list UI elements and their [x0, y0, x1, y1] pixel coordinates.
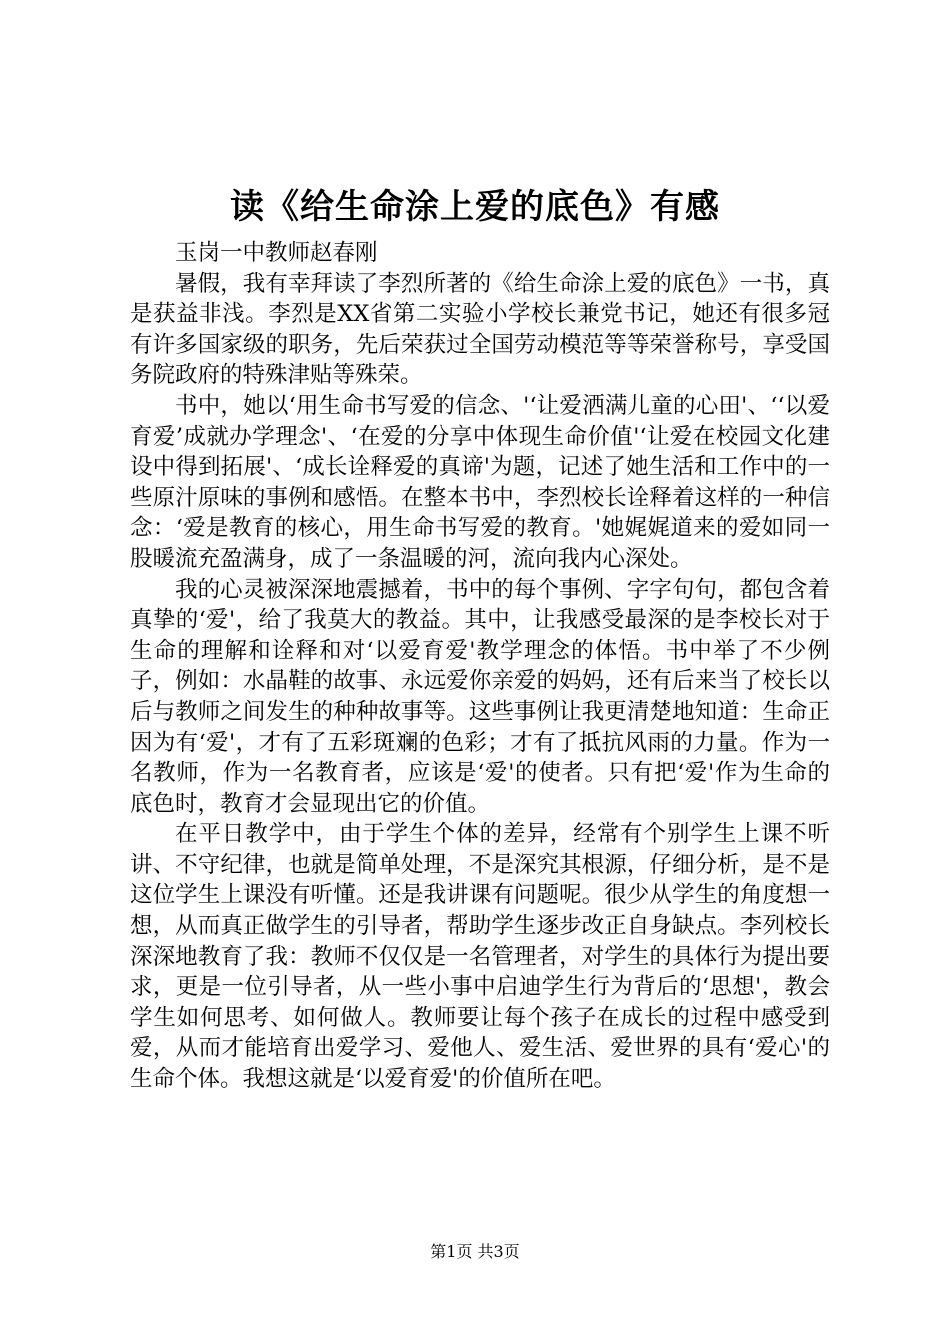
paragraph-3: 我的心灵被深深地震撼着，书中的每个事例、字字句句，都包含着真挚的‘爱'，给了我莫大的教益。其中，让我感受最深的是李校长对于生命的理解和诠释和对‘以爱育爱'教学理念的体悟。书中举了不少例子，例如：水晶鞋的故事、永远爱你亲爱的妈妈，还有后来当了校长以后与教师之间发生的种种故事等。这些事例让我更清楚地知道：生命正因为有‘爱'，才有了五彩斑斓的色彩；才有了抵抗风雨的力量。作为一名教师，作为一名教育者，应该是‘爱'的使者。只有把‘爱'作为生命的底色时，教育才会显现出它的价值。: [130, 576, 830, 817]
author-line: 玉岗一中教师赵春刚: [175, 240, 378, 266]
paragraph-2: 书中，她以‘用生命书写爱的信念、'‘让爱洒满儿童的心田'、‘‘以爱育爱’成就办学理念'、‘在爱的分享中体现生命价值'‘让爱在校园文化建设中得到拓展'、‘成长诠释爱的真谛'为题，记述了她生活和工作中的一些原汁原味的事例和感悟。在整本书中，李烈校长诠释着这样的一种信念：‘爱是教育的核心，用生命书写爱的教育。'她娓娓道来的爱如同一股暖流充盈满身，成了一条温暖的河，流向我内心深处。: [130, 392, 830, 572]
paragraph-1: 暑假，我有幸拜读了李烈所著的《给生命涂上爱的底色》一书，真是获益非浅。李烈是XX省第二实验小学校长兼党书记，她还有很多冠有许多国家级的职务，先后荣获过全国劳动模范等等荣誉称号，享受国务院政府的特殊津贴等殊荣。: [130, 270, 830, 389]
document-title: 读《给生命涂上爱的底色》有感: [230, 187, 720, 227]
paragraph-4: 在平日教学中，由于学生个体的差异，经常有个别学生上课不听讲、不守纪律，也就是简单处理，不是深究其根源，仔细分析，是不是这位学生上课没有听懂。还是我讲课有问题呢。很少从学生的角度想一想，从而真正做学生的引导者，帮助学生逐步改正自身缺点。李列校长深深地教育了我：教师不仅仅是一名管理者，对学生的具体行为提出要求，更是一位引导者，从一些小事中启迪学生行为背后的‘思想'，教会学生如何思考、如何做人。教师要让每个孩子在成长的过程中感受到爱，从而才能培育出爱学习、爱他人、爱生活、爱世界的具有‘爱心'的生命个体。我想这就是‘以爱育爱'的价值所在吧。: [130, 821, 830, 1093]
page-footer: 第1页 共3页: [430, 1242, 520, 1261]
document-body: [130, 238, 830, 1095]
